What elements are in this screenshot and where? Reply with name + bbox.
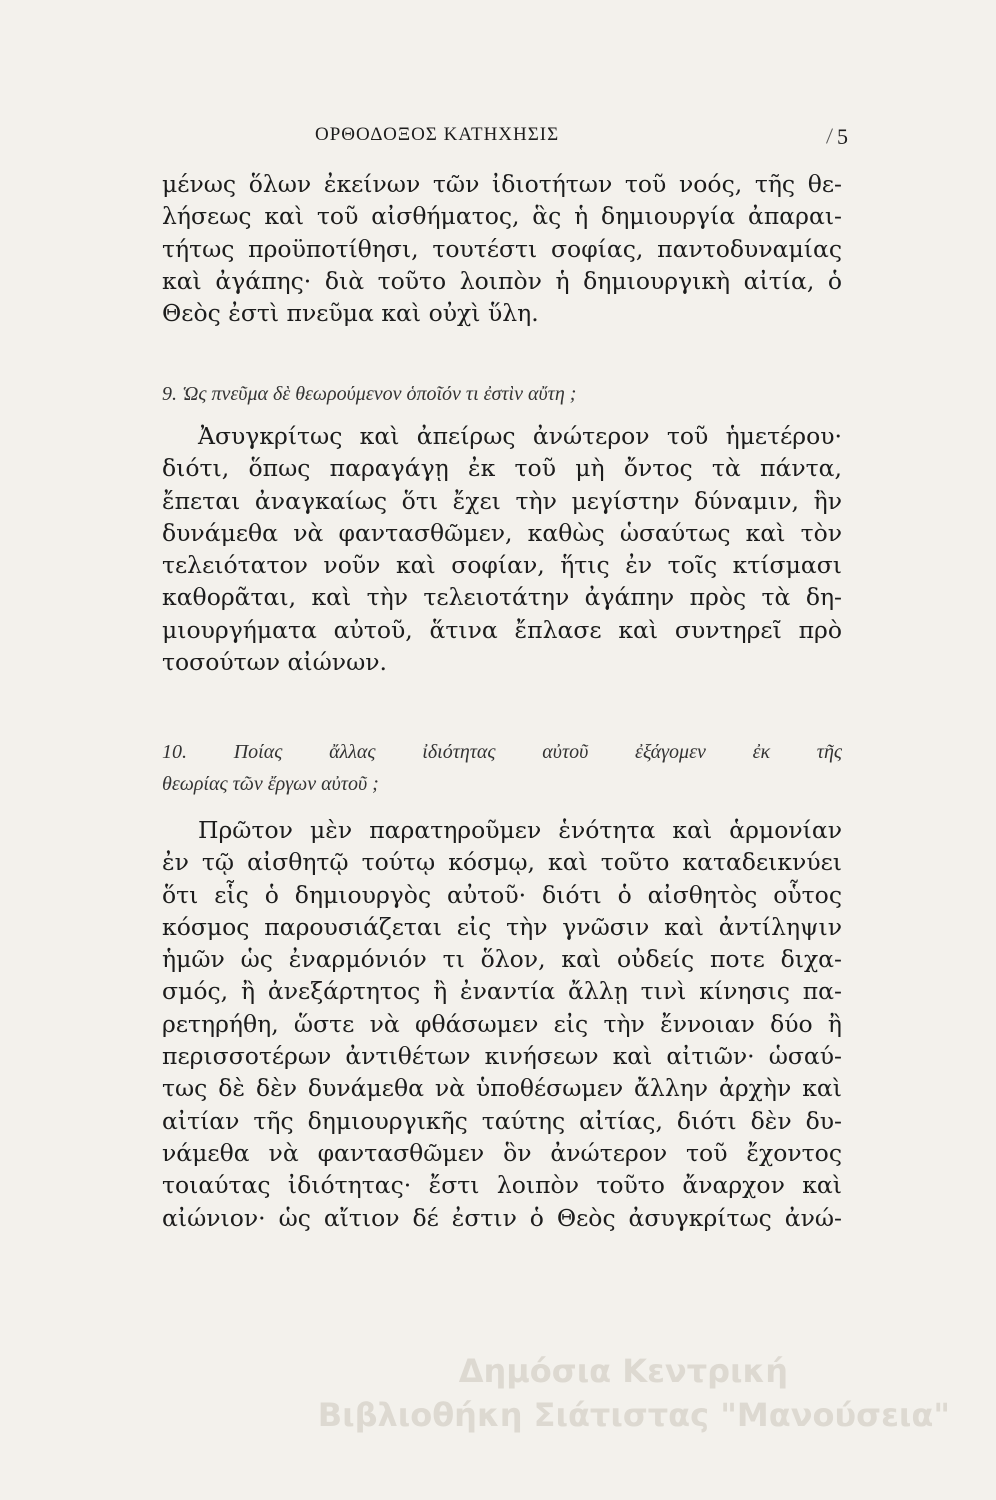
- text-line: ἐν τῷ αἰσθητῷ τούτῳ κόσμῳ, καὶ τοῦτο καταδεικνύει: [162, 848, 842, 877]
- question-line: 10. Ποίας ἄλλας ἰδιότητας αὐτοῦ ἐξάγομεν ἐκ τῆς: [162, 741, 842, 763]
- text-line: καθορᾶται, καὶ τὴν τελειοτάτην ἀγάπην πρὸς τὰ δη-: [162, 583, 842, 612]
- answer-10: [162, 814, 842, 1234]
- question-10: [162, 736, 842, 800]
- page-number: 5: [837, 124, 848, 149]
- library-watermark-line-1: Δημόσια Κεντρική: [458, 1352, 788, 1390]
- text-line: τήτως προϋποτίθησι, τουτέστι σοφίας, παντοδυναμίας: [162, 234, 842, 263]
- text-line: μιουργήματα αὐτοῦ, ἅτινα ἔπλασε καὶ συντηρεῖ πρὸ: [162, 615, 842, 644]
- question-9: [162, 378, 842, 410]
- answer-9: [162, 420, 842, 678]
- text-line: κόσμος παρουσιάζεται εἰς τὴν γνῶσιν καὶ ἀντίληψιν: [162, 912, 842, 941]
- question-text: 9. Ὡς πνεῦμα δὲ θεωρούμενον ὁποῖόν τι ἐστὶν αὔτη ;: [162, 383, 577, 405]
- text-line: περισσοτέρων ἀντιθέτων κινήσεων καὶ αἰτιῶν· ὡσαύ-: [162, 1042, 842, 1071]
- text-line: ἔπεται ἀναγκαίως ὅτι ἔχει τὴν μεγίστην δύναμιν, ἣν: [162, 486, 842, 515]
- text-line: αἰτίαν τῆς δημιουργικῆς ταύτης αἰτίας, διότι δὲν δυ-: [162, 1106, 842, 1135]
- text-line: δυνάμεθα νὰ φαντασθῶμεν, καθὼς ὡσαύτως καὶ τὸν: [162, 518, 842, 547]
- text-line: ἡμῶν ὡς ἐναρμόνιόν τι ὅλον, καὶ οὐδείς ποτε διχα-: [162, 945, 842, 974]
- paragraph-1: [162, 168, 842, 329]
- question-line: θεωρίας τῶν ἔργων αὐτοῦ ;: [162, 773, 379, 795]
- text-line: τοσούτων αἰώνων.: [162, 648, 387, 677]
- text-line: νάμεθα νὰ φαντασθῶμεν ὃν ἀνώτερον τοῦ ἔχοντος: [162, 1138, 842, 1167]
- text-line: διότι, ὅπως παραγάγῃ ἐκ τοῦ μὴ ὄντος τὰ πάντα,: [162, 454, 842, 483]
- header-title: ΟΡΘΟΔΟΞΟΣ ΚΑΤΗΧΗΣΙΣ: [315, 124, 560, 145]
- text-line: τελειότατον νοῦν καὶ σοφίαν, ἥτις ἐν τοῖς κτίσμασι: [162, 551, 842, 580]
- text-line: σμός, ἢ ἀνεξάρτητος ἢ ἐναντία ἄλλῃ τινὶ κίνησις πα-: [162, 977, 842, 1006]
- text-line: τοιαύτας ἰδιότητας· ἔστι λοιπὸν τοῦτο ἄναρχον καὶ: [162, 1171, 842, 1200]
- text-line: καὶ ἀγάπης· διὰ τοῦτο λοιπὸν ἡ δημιουργικὴ αἰτία, ὁ: [162, 266, 842, 295]
- text-line: Θεὸς ἐστὶ πνεῦμα καὶ οὐχὶ ὕλη.: [162, 299, 539, 328]
- running-header: [160, 124, 860, 154]
- text-line: ὅτι εἷς ὁ δημιουργὸς αὐτοῦ· διότι ὁ αἰσθητὸς οὗτος: [162, 880, 842, 909]
- stray-mark: [826, 128, 833, 143]
- text-line: λήσεως καὶ τοῦ αἰσθήματος, ἃς ἡ δημιουργία ἀπαραι-: [162, 202, 842, 231]
- text-line: Ἀσυγκρίτως καὶ ἀπείρως ἀνώτερον τοῦ ἡμετέρου·: [198, 422, 842, 450]
- text-line: μένως ὅλων ἐκείνων τῶν ἰδιοτήτων τοῦ νοός, τῆς θε-: [162, 170, 842, 198]
- text-line: αἰώνιον· ὡς αἴτιον δέ ἐστιν ὁ Θεὸς ἀσυγκρίτως ἀνώ-: [162, 1203, 842, 1232]
- text-line: Πρῶτον μὲν παρατηροῦμεν ἑνότητα καὶ ἁρμονίαν: [198, 816, 842, 844]
- text-line: ρετηρήθη, ὥστε νὰ φθάσωμεν εἰς τὴν ἔννοιαν δύο ἢ: [162, 1009, 842, 1038]
- library-watermark-line-2: Βιβλιοθήκη Σιάτιστας "Μανούσεια": [317, 1396, 950, 1434]
- text-line: τως δὲ δὲν δυνάμεθα νὰ ὑποθέσωμεν ἄλλην ἀρχὴν καὶ: [162, 1074, 842, 1103]
